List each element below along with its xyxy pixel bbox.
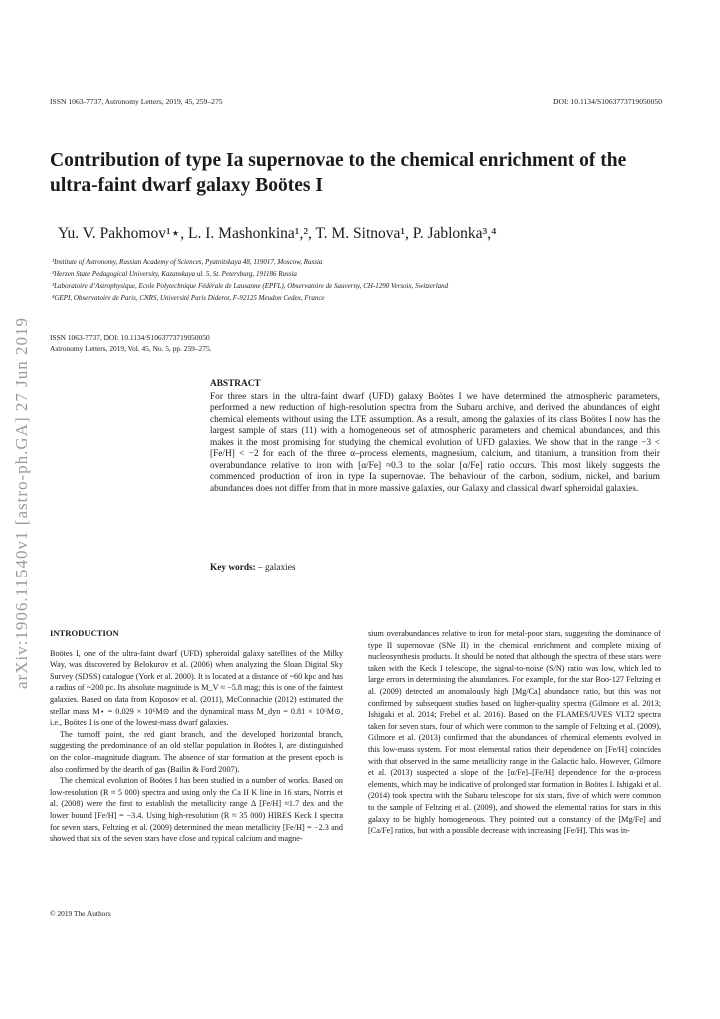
affiliation-1: ¹Institute of Astronomy, Russian Academy of Sciences, Pyatnitskaya 48, 119017, Moscow, Russia (52, 258, 323, 266)
intro-paragraph-2: The turnoff point, the red giant branch, and the developed horizontal branch, suggesting the predominance of an old stellar population in Boötes I, are distinguished on the color–magnitude diagram. The absence of star formation at the present epoch is also confirmed by the dearth of gas (Bailin & Ford 2007). (50, 729, 343, 774)
intro-left-column (50, 628, 343, 845)
doi-header: DOI: 10.1134/S1063773719050050 (553, 97, 662, 106)
journal-header: ISSN 1063-7737, Astronomy Letters, 2019, 45, 259–275 (50, 97, 223, 106)
intro-paragraph-1: Boötes I, one of the ultra-faint dwarf (UFD) spheroidal galaxy satellites of the Milky Way, was discovered by Belokurov et al. (2006) when analyzing the Sloan Digital Sky Survey (SDSS) catalogue (York et al. 2000). It is located at a distance of ~60 kpc and has a radius of ~200 pc. Its absolute magnitude is M_V ≈ −5.8 mag; this is one of the faintest galaxies. Based on data from Koposov et al. (2011), McConnachie (2012) estimated the stellar mass M⋆ = 0.029 × 10⁶M⊙ and the dynamical mass M_dyn = 0.81 × 10⁶M⊙, i.e., Boötes I is one of the lowest-mass dwarf galaxies. (50, 648, 343, 728)
intro-paragraph-3: The chemical evolution of Boötes I has been studied in a number of works. Based on low-resolution (R ≈ 5 000) spectra and using only the Ca II K line in 16 stars, Norris et al. (2008) were the first to establish the metallicity range Δ [Fe/H] ≈1.7 dex and the lower bound [Fe/H] = −3.4. Using high-resolution (R ≈ 35 000) HIRES Keck I spectra for seven stars, Feltzing et al. (2009) determined the mean metallicity [Fe/H] = −2.3 and showed that six of the seven stars have close and typical calcium and magne- (50, 776, 343, 844)
issn-block (50, 332, 212, 354)
abstract (210, 379, 660, 495)
intro-right-column (368, 628, 661, 837)
abstract-heading: ABSTRACT (210, 379, 261, 389)
paper-title: Contribution of type Ia supernovae to the chemical enrichment of the ultra-faint dwarf galaxy Boötes I (50, 150, 627, 196)
issn-line-1: ISSN 1063-7737, DOI: 10.1134/S1063773719050050 (50, 333, 210, 342)
keywords-label: Key words: (210, 563, 256, 573)
arxiv-stamp: arXiv:1906.11540v1 [astro-ph.GA] 27 Jun 2019 (12, 317, 31, 689)
keywords (210, 563, 295, 573)
affiliation-4: ⁴GEPI, Observatoire de Paris, CNRS, Université Paris Diderot, F-92125 Meudon Cedex, France (52, 294, 325, 302)
copyright: © 2019 The Authors (50, 909, 111, 918)
issn-line-2: Astronomy Letters, 2019, Vol. 45, No. 5, pp. 259–275. (50, 344, 212, 353)
affiliation-2: ²Herzen State Pedagogical University, Kazanskaya ul. 5, St. Petersburg, 191186 Russia (52, 270, 297, 278)
abstract-text: For three stars in the ultra-faint dwarf (UFD) galaxy Boötes I we have determined the atmospheric parameters, performed a new reduction of high-resolution spectra from the Subaru archive, and derived the abundances of eight chemical elements without using the LTE assumption. As a result, among the galaxies of its class Boötes I now has the largest sample of stars (11) with a homogeneous set of atmospheric parameters and chemical abundances, and this makes it the most promising for studying the chemical evolution of UFD galaxies. We show that in the range −3 < [Fe/H] < −2 for each of the three α–process elements, magnesium, calcium, and titanium, a transition from their overabundance relative to iron with [α/Fe] ≈0.3 to the solar [α/Fe] ratio occurs. This most likely suggests the commenced production of iron in type Ia supernovae. The behaviour of the carbon, sodium, nickel, and barium abundances does not differ from that in more massive galaxies, our Galaxy and classical dwarf spheroidal galaxies. (210, 391, 660, 494)
affiliations (52, 256, 672, 304)
author-list: Yu. V. Pakhomov¹⋆, L. I. Mashonkina¹,², T. M. Sitnova¹, P. Jablonka³,⁴ (58, 225, 497, 242)
affiliation-3: ³Laboratoire d’Astrophysique, Ecole Polytechnique Fédérale de Lausanne (EPFL), Observatoire de Sauverny, CH-1290 Versoix, Switzerland (52, 282, 449, 290)
intro-heading: INTRODUCTION (50, 628, 119, 638)
intro-paragraph-4: sium overabundances relative to iron for metal-poor stars, suggesting the dominance of type II supernovae (SNe II) in the chemical enrichment and complete mixing of nucleosynthesis products. It should be noted that although the spectra of these stars were taken with the Keck I telescope, the signal-to-noise (S/N) ratio was low, which led to large errors in determining the abundances. For example, for the star Boo-127 Feltzing et al. (2009) detected an anomalously high [Mg/Ca] abundance ratio, but this was not confirmed by subsequent studies based on higher-quality spectra (Gilmore et al. 2013; Ishigaki et al. 2014; Frebel et al. 2016). Based on the FLAMES/UVES VLT2 spectra taken for seven stars, four of which were common to the sample of Feltzing et al. (2009), Gilmore et al. (2013) confirmed that the abundances of chemical elements evolved in this low-mass system. For most elemental ratios their dependence on [Fe/H] coincides with that observed in the same metallicity range in the Galactic halo. However, Gilmore et al. (2013) suspected a slope of the [α/Fe]–[Fe/H] dependence for the α-process elements, which may be indicative of prolonged star formation in Boötes I. Ishigaki et al. (2014) took spectra with the Subaru telescope for six stars, five of which were common to the sample of Feltzing et al. (2009), and showed the elemental ratios for stars in this galaxy to be highly homogeneous. They pointed out a constancy of the [Mg/Fe] and [Ca/Fe] ratios, but with a possible decrease with increasing [Fe/H]. This was in- (368, 629, 661, 836)
keywords-value: – galaxies (258, 563, 296, 573)
